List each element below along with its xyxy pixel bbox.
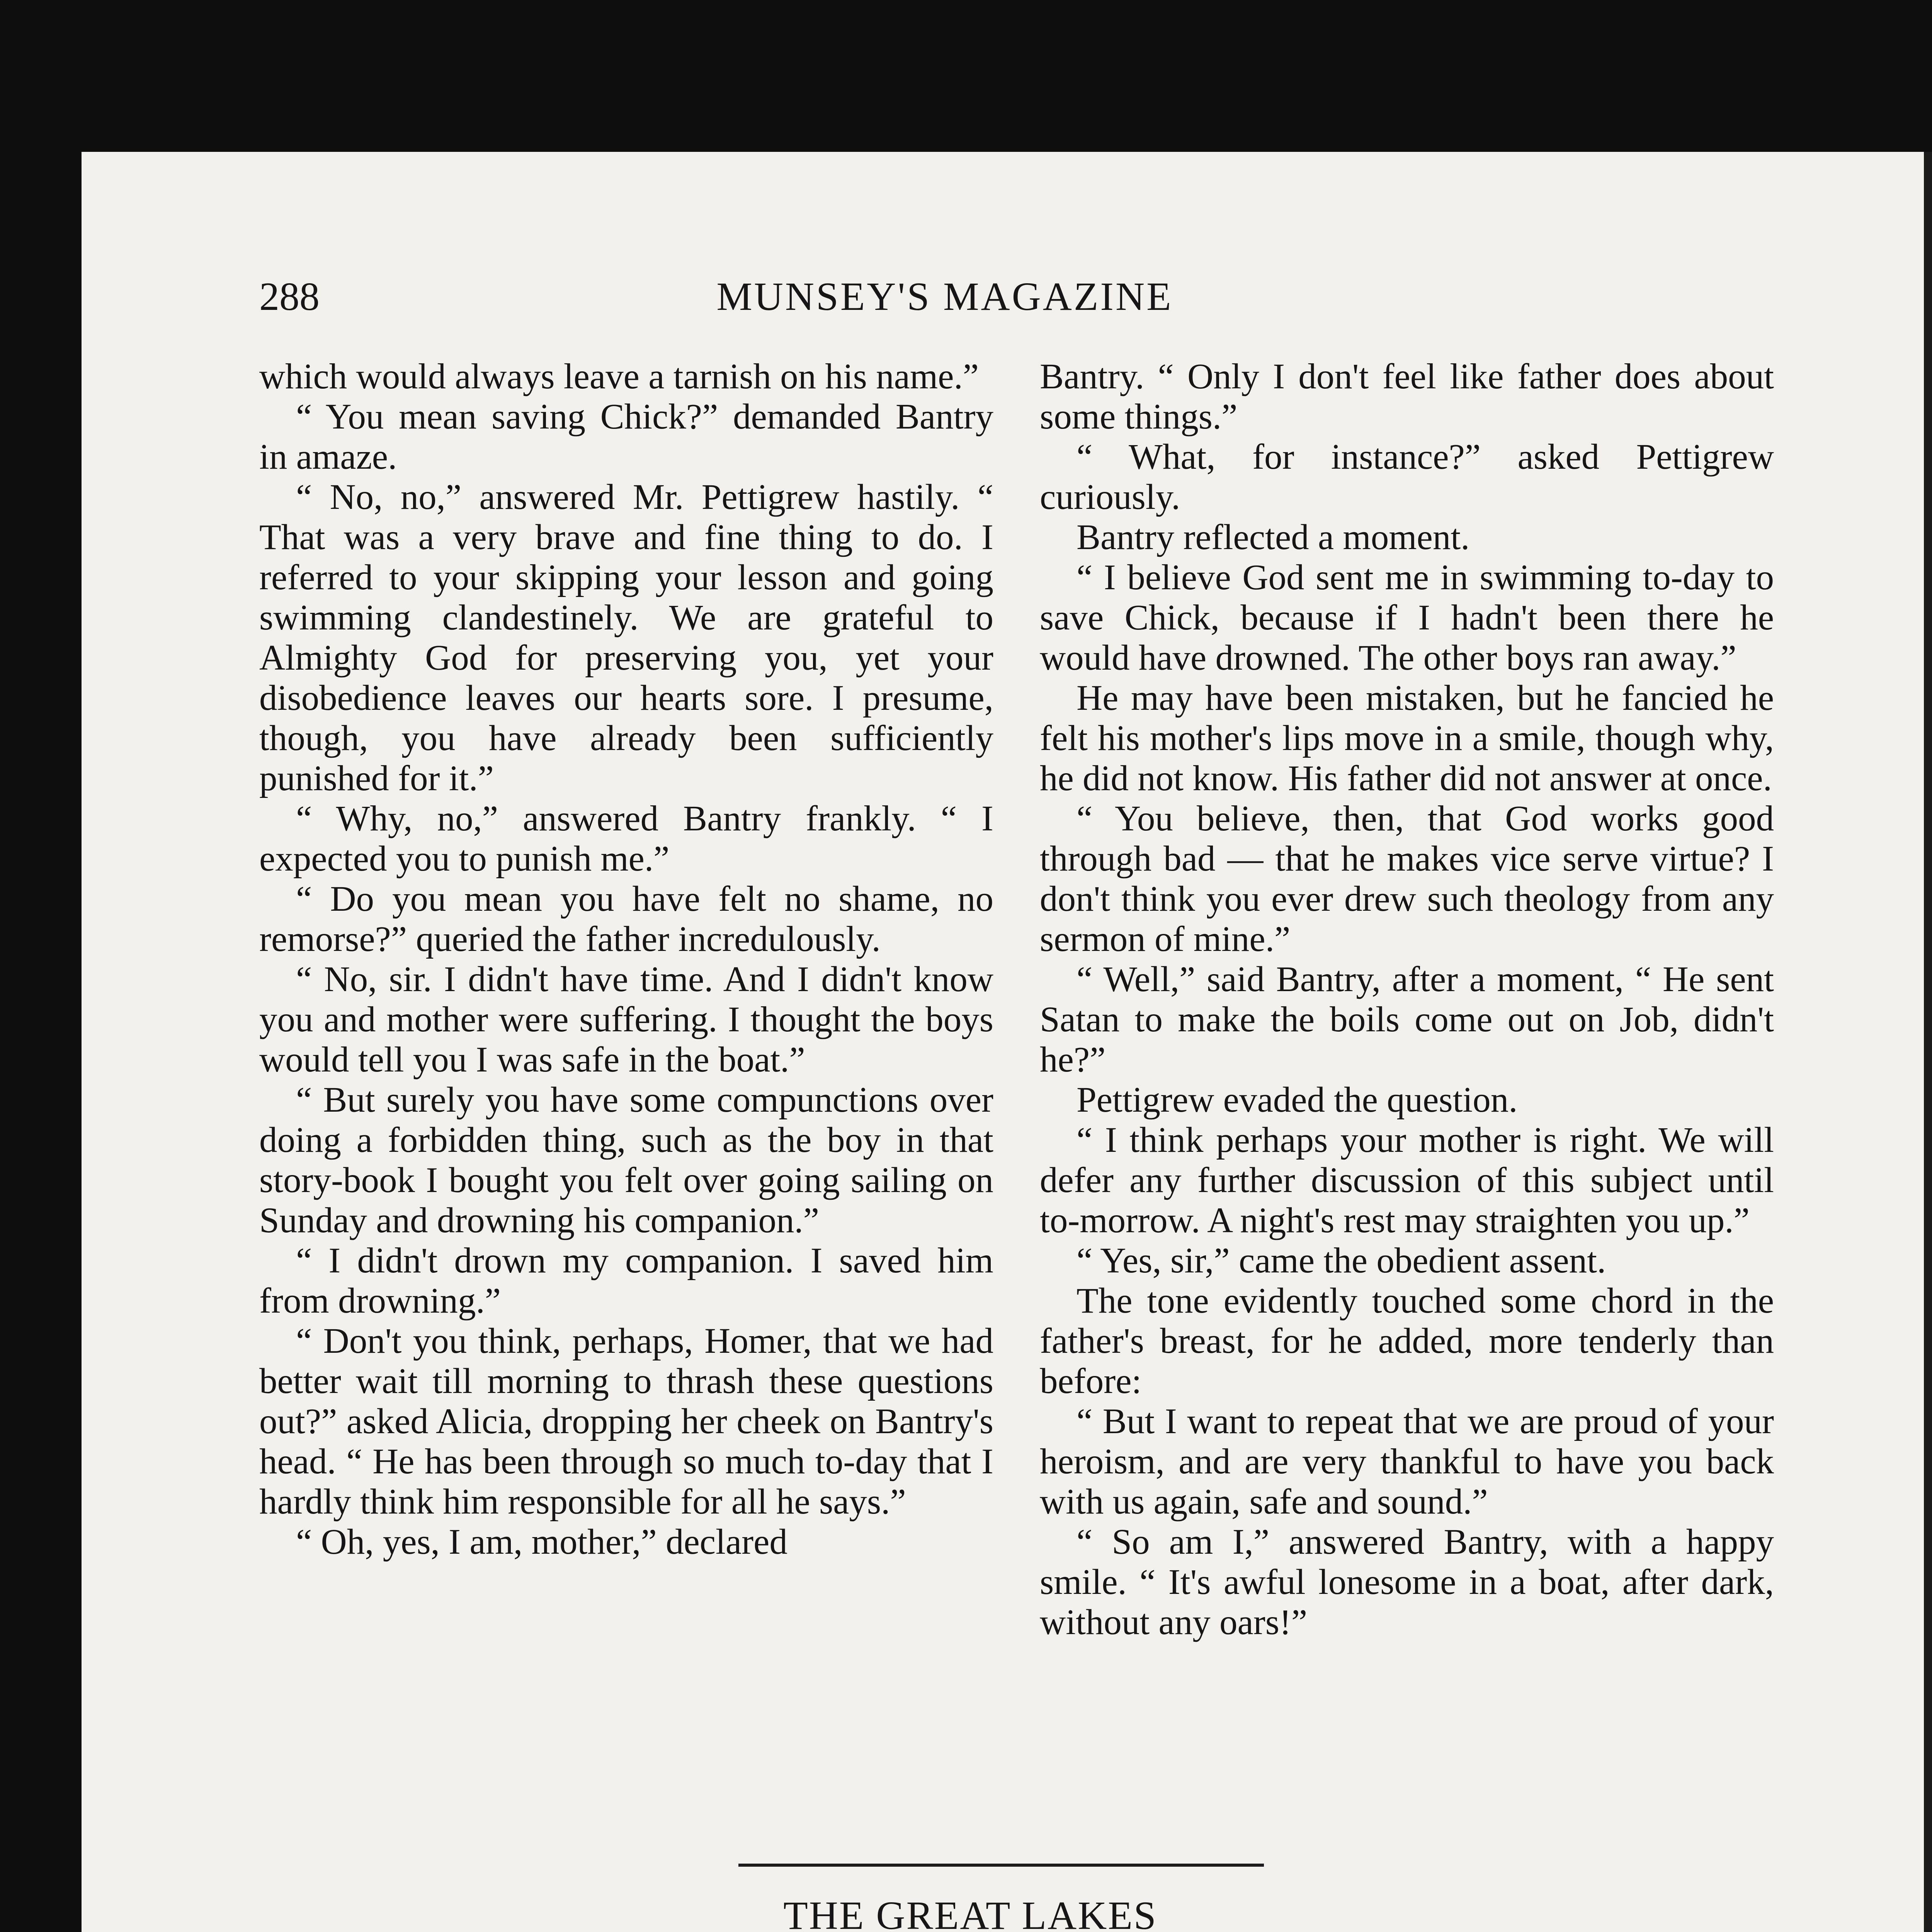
paragraph: “ I believe God sent me in swimming to-day to save Chick, because if I hadn't been there he would have drowned. The other boys ran away.” bbox=[1040, 558, 1774, 678]
paragraph: Bantry reflected a moment. bbox=[1077, 517, 1470, 557]
magazine-page bbox=[82, 152, 1924, 1932]
paragraph: “ What, for instance?” asked Pettigrew curiously. bbox=[1040, 437, 1774, 517]
paragraph: “ So am I,” answered Bantry, with a happy smile. “ It's awful lonesome in a boat, after dark, without any oars!” bbox=[1040, 1522, 1774, 1642]
paragraph: “ You mean saving Chick?” demanded Bantry in amaze. bbox=[259, 397, 993, 477]
paragraph: “ You believe, then, that God works good through bad — that he makes vice serve virtue? I don't think you ever drew such theology from any sermon of mine.” bbox=[1040, 799, 1774, 959]
paragraph: “ Yes, sir,” came the obedient assent. bbox=[1077, 1241, 1606, 1281]
story-column-left bbox=[259, 357, 993, 1562]
section-divider bbox=[738, 1864, 1264, 1867]
paragraph: “ Well,” said Bantry, after a moment, “ He sent Satan to make the boils come out on Job, didn't he?” bbox=[1040, 959, 1774, 1080]
running-title: MUNSEY'S MAGAZINE bbox=[716, 274, 1173, 319]
paragraph: “ Do you mean you have felt no shame, no remorse?” queried the father incredulously. bbox=[259, 879, 993, 959]
scan-edge-bar bbox=[1924, 152, 1932, 1932]
paragraph: “ Why, no,” answered Bantry frankly. “ I expected you to punish me.” bbox=[259, 799, 993, 879]
paragraph: which would always leave a tarnish on his name.” bbox=[259, 357, 979, 396]
story-column-right bbox=[1040, 357, 1774, 1643]
paragraph: Bantry. “ Only I don't feel like father does about some things.” bbox=[1040, 357, 1774, 437]
paragraph: “ No, no,” answered Mr. Pettigrew hastily. “ That was a very brave and fine thing to do. I referred to your skipping your lesson and going swimming clandestinely. We are grateful to Almighty God for preserving you, yet your disobedience leaves our hearts sore. I presume, though, you have already been sufficiently punished for it.” bbox=[259, 477, 993, 798]
paragraph: “ Oh, yes, I am, mother,” declared bbox=[296, 1522, 787, 1562]
paragraph: “ I didn't drown my companion. I saved him from drowning.” bbox=[259, 1241, 993, 1321]
paragraph: Pettigrew evaded the question. bbox=[1077, 1080, 1518, 1120]
paragraph: “ But surely you have some compunctions over doing a forbidden thing, such as the boy in that story-book I bought you felt over going sailing on Sunday and drowning his companion.” bbox=[259, 1080, 993, 1240]
poem-title: THE GREAT LAKES bbox=[783, 1893, 1157, 1932]
paragraph: “ But I want to repeat that we are proud of your heroism, and are very thankful to have you back with us again, safe and sound.” bbox=[1040, 1401, 1774, 1522]
paragraph: He may have been mistaken, but he fancied he felt his mother's lips move in a smile, though why, he did not know. His father did not answer at once. bbox=[1040, 678, 1774, 798]
paragraph: The tone evidently touched some chord in the father's breast, for he added, more tenderly than before: bbox=[1040, 1281, 1774, 1401]
paragraph: “ Don't you think, perhaps, Homer, that we had better wait till morning to thrash these questions out?” asked Alicia, dropping her cheek on Bantry's head. “ He has been through so much to-day that I hardly think him responsible for all he says.” bbox=[259, 1321, 993, 1522]
paragraph: “ No, sir. I didn't have time. And I didn't know you and mother were suffering. I thought the boys would tell you I was safe in the boat.” bbox=[259, 959, 993, 1080]
page-header bbox=[259, 268, 1630, 326]
page-number: 288 bbox=[259, 274, 320, 319]
paragraph: “ I think perhaps your mother is right. We will defer any further discussion of this subject until to-morrow. A night's rest may straighten you up.” bbox=[1040, 1120, 1774, 1240]
